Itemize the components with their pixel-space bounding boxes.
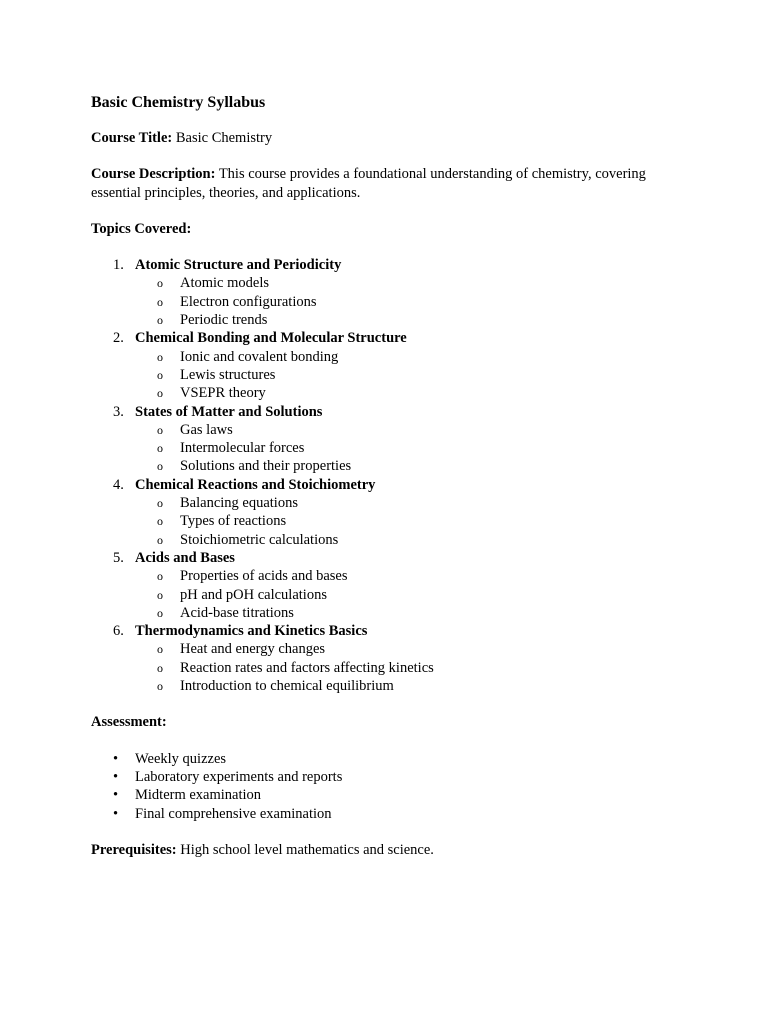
document-title: Basic Chemistry Syllabus <box>91 94 266 111</box>
topic-item <box>91 256 691 329</box>
subtopic-text: Introduction to chemical equilibrium <box>180 678 394 695</box>
topic-name: Chemical Bonding and Molecular Structure <box>135 330 407 347</box>
hollow-bullet-icon: o <box>157 605 163 620</box>
subtopic-item <box>135 567 691 585</box>
subtopic-list <box>135 421 691 476</box>
hollow-bullet-icon: o <box>157 496 163 511</box>
assessment-item <box>91 750 691 768</box>
subtopic-item <box>135 421 691 439</box>
prerequisites-value: High school level mathematics and science. <box>180 841 434 858</box>
hollow-bullet-icon: o <box>157 294 163 309</box>
subtopic-text: Heat and energy changes <box>180 641 326 658</box>
assessment-list <box>91 750 691 823</box>
course-description-label: Course Description: <box>91 166 216 183</box>
subtopic-text: VSEPR theory <box>180 385 266 402</box>
topic-item <box>91 403 691 476</box>
hollow-bullet-icon: o <box>157 459 163 474</box>
hollow-bullet-icon: o <box>157 422 163 437</box>
hollow-bullet-icon: o <box>157 276 163 291</box>
subtopic-text: Types of reactions <box>180 513 287 530</box>
hollow-bullet-icon: o <box>157 349 163 364</box>
subtopic-item <box>135 512 691 530</box>
hollow-bullet-icon: o <box>157 642 163 657</box>
subtopic-text: Atomic models <box>180 275 270 292</box>
course-description <box>91 165 691 202</box>
subtopic-item <box>135 640 691 658</box>
subtopic-item <box>135 659 691 677</box>
topic-number: 1. <box>113 257 124 274</box>
hollow-bullet-icon: o <box>157 569 163 584</box>
subtopic-text: Gas laws <box>180 421 233 438</box>
subtopic-item <box>135 677 691 695</box>
assessment-item <box>91 805 691 823</box>
bullet-icon: • <box>113 787 119 804</box>
course-description-value: This course provides a foundational understanding of chemistry, covering essential principles, theories, and applications. <box>91 166 646 201</box>
subtopic-item <box>135 604 691 622</box>
bullet-icon: • <box>113 768 119 785</box>
syllabus-page <box>91 93 691 859</box>
subtopic-text: Ionic and covalent bonding <box>180 348 339 365</box>
subtopic-item <box>135 293 691 311</box>
topic-name: Atomic Structure and Periodicity <box>135 257 342 274</box>
subtopic-list <box>135 567 691 622</box>
subtopic-item <box>135 274 691 292</box>
topic-name: Acids and Bases <box>135 549 235 566</box>
subtopic-item <box>135 311 691 329</box>
hollow-bullet-icon: o <box>157 441 163 456</box>
subtopic-text: Solutions and their properties <box>180 458 352 475</box>
hollow-bullet-icon: o <box>157 313 163 328</box>
subtopic-text: Electron configurations <box>180 293 317 310</box>
subtopic-item <box>135 531 691 549</box>
assessment-text: Midterm examination <box>135 787 262 804</box>
subtopic-item <box>135 348 691 366</box>
hollow-bullet-icon: o <box>157 679 163 694</box>
subtopic-text: Stoichiometric calculations <box>180 531 339 548</box>
topic-name: States of Matter and Solutions <box>135 403 323 420</box>
topic-item <box>91 476 691 549</box>
course-title-line <box>91 129 691 147</box>
bullet-icon: • <box>113 750 119 767</box>
course-title-value: Basic Chemistry <box>175 130 273 146</box>
topic-number: 6. <box>113 623 124 640</box>
topics-heading: Topics Covered: <box>91 220 192 237</box>
course-title-label: Course Title: <box>91 130 173 146</box>
subtopic-list <box>135 640 691 695</box>
subtopic-item <box>135 384 691 402</box>
subtopic-text: Reaction rates and factors affecting kinetics <box>180 659 434 676</box>
subtopic-item <box>135 494 691 512</box>
subtopic-item <box>135 586 691 604</box>
topic-number: 4. <box>113 476 124 493</box>
subtopic-text: Acid-base titrations <box>180 604 294 621</box>
topics-list <box>91 256 691 695</box>
subtopic-list <box>135 274 691 329</box>
assessment-text: Weekly quizzes <box>135 750 227 767</box>
hollow-bullet-icon: o <box>157 386 163 401</box>
prerequisites-label: Prerequisites: <box>91 841 177 858</box>
assessment-item <box>91 768 691 786</box>
topic-number: 5. <box>113 549 124 566</box>
topic-number: 2. <box>113 330 124 347</box>
assessment-heading: Assessment: <box>91 714 167 731</box>
subtopic-item <box>135 366 691 384</box>
subtopic-text: Periodic trends <box>180 312 268 329</box>
topic-item <box>91 549 691 622</box>
topic-number: 3. <box>113 403 124 420</box>
subtopic-text: Properties of acids and bases <box>180 568 348 585</box>
hollow-bullet-icon: o <box>157 367 163 382</box>
bullet-icon: • <box>113 805 119 822</box>
hollow-bullet-icon: o <box>157 587 163 602</box>
hollow-bullet-icon: o <box>157 514 163 529</box>
assessment-text: Laboratory experiments and reports <box>135 768 343 785</box>
subtopic-text: Intermolecular forces <box>180 440 305 457</box>
prerequisites-line <box>91 841 691 859</box>
subtopic-list <box>135 348 691 403</box>
subtopic-item <box>135 457 691 475</box>
subtopic-text: pH and pOH calculations <box>180 586 327 603</box>
topic-item <box>91 622 691 695</box>
subtopic-list <box>135 494 691 549</box>
subtopic-text: Balancing equations <box>180 495 298 512</box>
assessment-text: Final comprehensive examination <box>135 805 332 822</box>
hollow-bullet-icon: o <box>157 532 163 547</box>
topic-item <box>91 329 691 402</box>
topic-name: Thermodynamics and Kinetics Basics <box>135 623 368 640</box>
hollow-bullet-icon: o <box>157 660 163 675</box>
topic-name: Chemical Reactions and Stoichiometry <box>135 476 376 493</box>
subtopic-text: Lewis structures <box>180 366 276 383</box>
subtopic-item <box>135 439 691 457</box>
assessment-item <box>91 786 691 804</box>
